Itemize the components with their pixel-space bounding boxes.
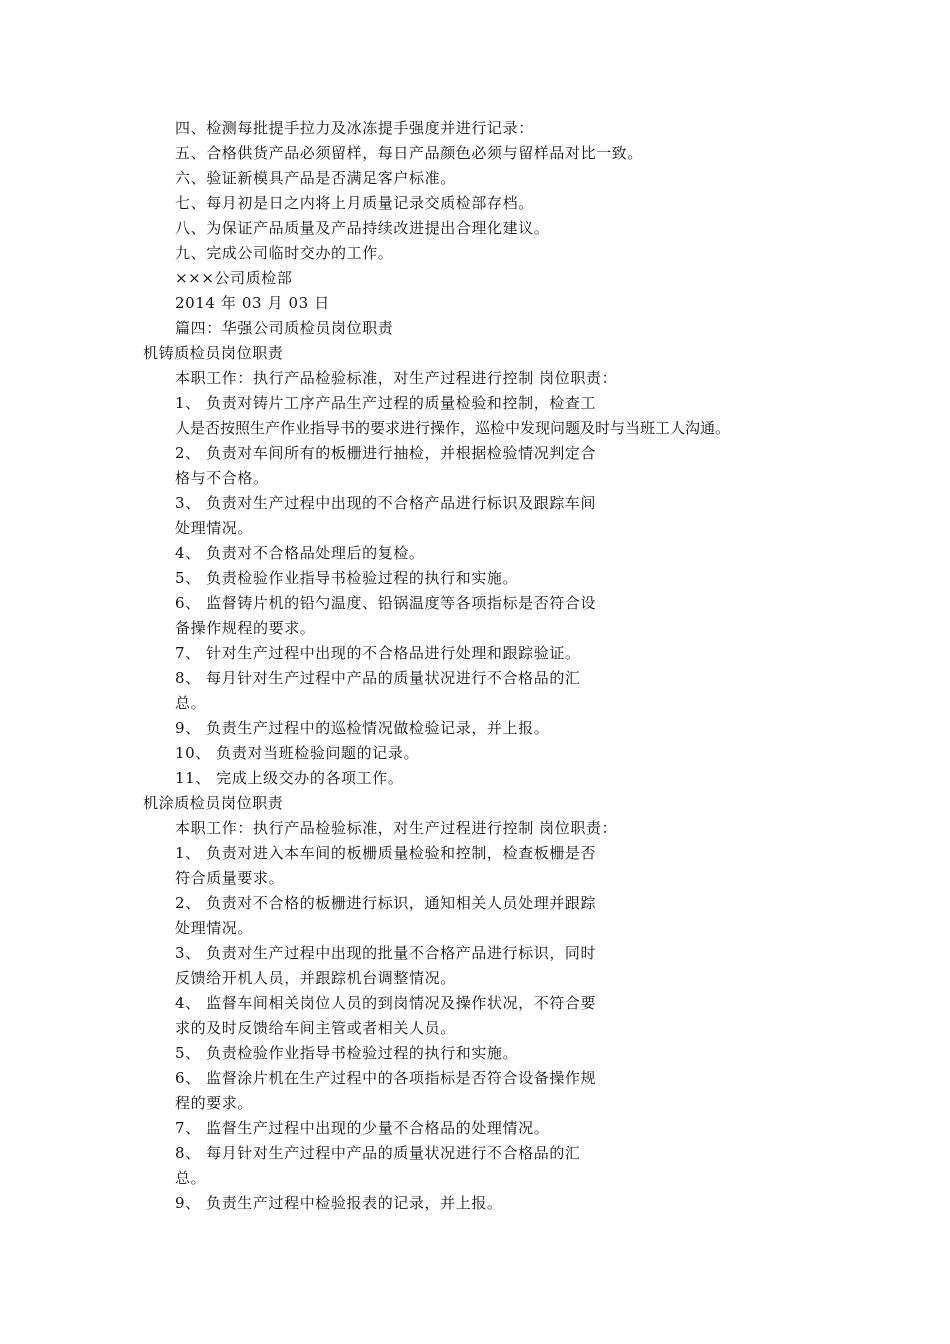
list-item-continuation: 处理情况。 xyxy=(175,919,254,937)
list-item-continuation: 处理情况。 xyxy=(175,519,254,537)
list-item: 5、 负责检验作业指导书检验过程的执行和实施。 xyxy=(175,569,519,587)
list-item-continuation: 求的及时反馈给车间主管或者相关人员。 xyxy=(175,1019,456,1037)
list-item: 3、 负责对生产过程中出现的不合格产品进行标识及跟踪车间 xyxy=(175,494,597,512)
list-item: 7、 针对生产过程中出现的不合格品进行处理和跟踪验证。 xyxy=(175,644,581,662)
list-item-continuation: 格与不合格。 xyxy=(175,469,269,487)
list-item: 9、 负责生产过程中检验报表的记录，并上报。 xyxy=(175,1194,503,1212)
list-item-continuation: 总。 xyxy=(175,1169,207,1187)
text-line: 本职工作：执行产品检验标准，对生产过程进行控制 岗位职责： xyxy=(175,819,618,837)
list-item: 5、 负责检验作业指导书检验过程的执行和实施。 xyxy=(175,1044,519,1062)
list-item: 4、 负责对不合格品处理后的复检。 xyxy=(175,544,425,562)
subsection-heading: 机铸质检员岗位职责 xyxy=(143,344,284,362)
list-item: 9、 负责生产过程中的巡检情况做检验记录，并上报。 xyxy=(175,719,550,737)
list-item: 8、 每月针对生产过程中产品的质量状况进行不合格品的汇 xyxy=(175,1144,581,1162)
list-item-continuation: 人是否按照生产作业指导书的要求进行操作，巡检中发现问题及时与当班工人沟通。 xyxy=(175,419,731,437)
list-item: 11、 完成上级交办的各项工作。 xyxy=(175,769,404,787)
list-item: 10、 负责对当班检验问题的记录。 xyxy=(175,744,420,762)
list-item: 4、 监督车间相关岗位人员的到岗情况及操作状况，不符合要 xyxy=(175,994,597,1012)
list-item: 3、 负责对生产过程中出现的批量不合格产品进行标识，同时 xyxy=(175,944,597,962)
list-item: 6、 监督铸片机的铅勺温度、铅锅温度等各项指标是否符合设 xyxy=(175,594,597,612)
list-item: 1、 负责对进入本车间的板栅质量检验和控制，检查板栅是否 xyxy=(175,844,597,862)
subsection-heading: 机涂质检员岗位职责 xyxy=(143,794,284,812)
text-line: 五、合格供货产品必须留样，每日产品颜色必须与留样品对比一致。 xyxy=(175,144,644,162)
list-item: 2、 负责对车间所有的板栅进行抽检，并根据检验情况判定合 xyxy=(175,444,597,462)
list-item-continuation: 备操作规程的要求。 xyxy=(175,619,316,637)
text-line: 本职工作：执行产品检验标准，对生产过程进行控制 岗位职责： xyxy=(175,369,618,387)
list-item: 1、 负责对铸片工序产品生产过程的质量检验和控制，检查工 xyxy=(175,394,597,412)
text-line: 八、为保证产品质量及产品持续改进提出合理化建议。 xyxy=(175,219,550,237)
text-line: 七、每月初是日之内将上月质量记录交质检部存档。 xyxy=(175,194,534,212)
list-item-continuation: 程的要求。 xyxy=(175,1094,254,1112)
list-item: 6、 监督涂片机在生产过程中的各项指标是否符合设备操作规 xyxy=(175,1069,597,1087)
section-title: 篇四：华强公司质检员岗位职责 xyxy=(175,319,394,337)
signature-department: ×××公司质检部 xyxy=(175,269,293,287)
text-line: 六、验证新模具产品是否满足客户标准。 xyxy=(175,169,456,187)
list-item: 8、 每月针对生产过程中产品的质量状况进行不合格品的汇 xyxy=(175,669,581,687)
list-item: 2、 负责对不合格的板栅进行标识，通知相关人员处理并跟踪 xyxy=(175,894,597,912)
list-item-continuation: 总。 xyxy=(175,694,207,712)
text-line: 九、完成公司临时交办的工作。 xyxy=(175,244,394,262)
text-line: 四、检测每批提手拉力及冰冻提手强度并进行记录： xyxy=(175,119,534,137)
list-item: 7、 监督生产过程中出现的少量不合格品的处理情况。 xyxy=(175,1119,550,1137)
list-item-continuation: 符合质量要求。 xyxy=(175,869,285,887)
list-item-continuation: 反馈给开机人员，并跟踪机台调整情况。 xyxy=(175,969,456,987)
signature-date: 2014 年 03 月 03 日 xyxy=(175,294,330,312)
